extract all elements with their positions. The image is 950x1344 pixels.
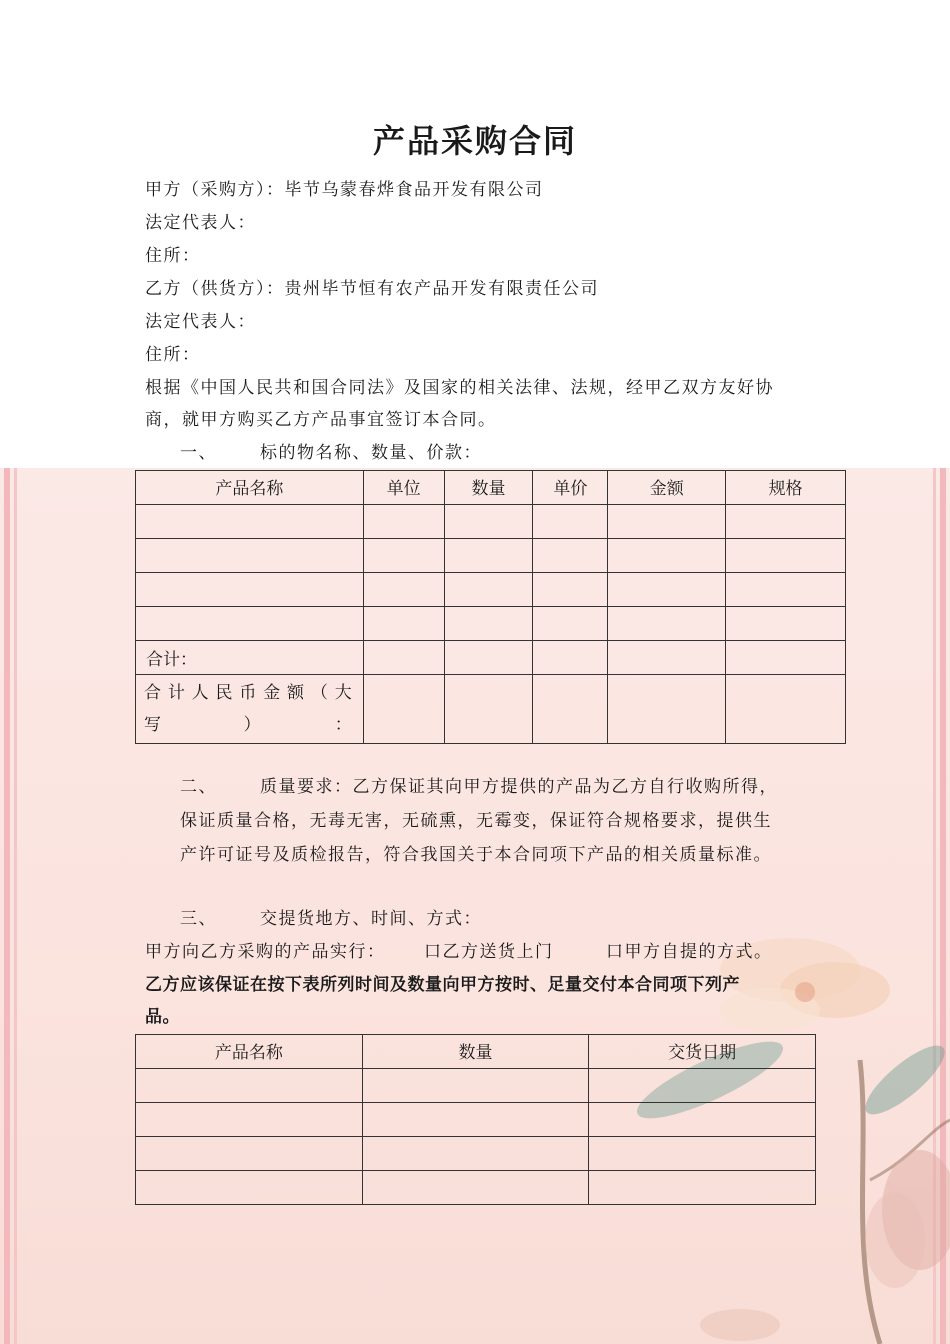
delivery-table <box>135 1034 816 1205</box>
price-table <box>135 470 846 744</box>
table-row <box>136 1069 816 1103</box>
total-rmb-row <box>136 675 846 744</box>
delivery-option-buyer[interactable]: 口甲方自提的方式。 <box>606 942 773 962</box>
section2-number: 二、 <box>180 777 217 797</box>
total-row <box>136 641 846 675</box>
table-row <box>136 505 846 539</box>
party-b-line: 乙方（供货方）：贵州毕节恒有农产品开发有限责任公司 <box>145 279 599 299</box>
delivery-obligation-line-2: 品。 <box>145 1007 180 1027</box>
section3-heading: 交提货地方、时间、方式： <box>260 909 482 929</box>
delivery-obligation-line-1: 乙方应该保证在按下表所列时间及数量向甲方按时、足量交付本合同项下列产 <box>145 975 740 995</box>
table-header: 交货日期 <box>589 1035 816 1069</box>
party-a-representative: 法定代表人： <box>145 213 256 233</box>
table-header: 数量 <box>444 471 533 505</box>
total-rmb-label: 合计人民币金额（大写）： <box>136 675 364 744</box>
party-a-line: 甲方（采购方）：毕节乌蒙春烨食品开发有限公司 <box>145 180 544 200</box>
section3-number: 三、 <box>180 909 217 929</box>
table-header: 数量 <box>362 1035 589 1069</box>
section2-line-3: 产许可证号及质检报告，符合我国关于本合同项下产品的相关质量标准。 <box>180 845 772 865</box>
table-row <box>136 539 846 573</box>
section1-heading: 标的物名称、数量、价款： <box>260 443 482 463</box>
table-header: 规格 <box>726 471 846 505</box>
table-header: 单位 <box>363 471 444 505</box>
preamble-line-1: 根据《中国人民共和国合同法》及国家的相关法律、法规，经甲乙双方友好协 <box>145 378 774 398</box>
preamble-line-2: 商，就甲方购买乙方产品事宜签订本合同。 <box>145 410 497 430</box>
table-header: 金额 <box>608 471 726 505</box>
delivery-method-prefix: 甲方向乙方采购的产品实行： <box>145 942 386 962</box>
total-label: 合计： <box>136 641 364 675</box>
table-header: 产品名称 <box>136 471 364 505</box>
document-title: 产品采购合同 <box>372 122 577 160</box>
table-row <box>136 573 846 607</box>
party-b-representative: 法定代表人： <box>145 312 256 332</box>
section2-line-2: 保证质量合格，无毒无害，无硫熏，无霉变，保证符合规格要求，提供生 <box>180 811 772 831</box>
table-row <box>136 607 846 641</box>
table-row <box>136 1103 816 1137</box>
party-b-address: 住所： <box>145 345 201 365</box>
table-row <box>136 1171 816 1205</box>
section2-line-1: 质量要求：乙方保证其向甲方提供的产品为乙方自行收购所得， <box>260 777 778 797</box>
table-header: 产品名称 <box>136 1035 363 1069</box>
delivery-option-seller[interactable]: 口乙方送货上门 <box>424 942 554 962</box>
section1-number: 一、 <box>180 443 217 463</box>
party-a-address: 住所： <box>145 246 201 266</box>
table-row <box>136 1137 816 1171</box>
table-header: 单价 <box>533 471 608 505</box>
